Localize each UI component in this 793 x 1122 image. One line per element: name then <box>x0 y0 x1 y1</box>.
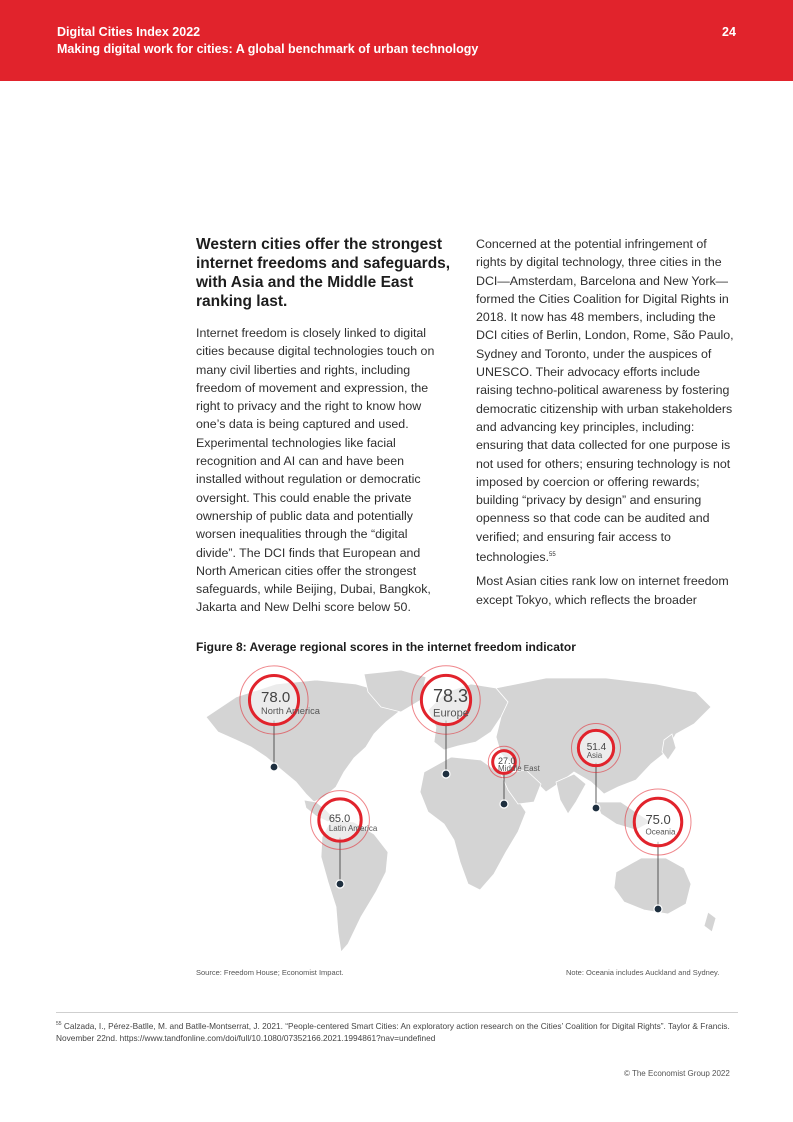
region-name-label: Oceania <box>645 827 676 837</box>
city-marker <box>500 800 508 808</box>
footnote-number: 55 <box>56 1021 62 1027</box>
footnote <box>56 1018 736 1045</box>
page-number: 24 <box>722 25 736 39</box>
city-marker <box>442 770 450 778</box>
city-marker <box>270 763 278 771</box>
score-value-label: 78.3 <box>433 686 469 706</box>
region-name-label: Asia <box>586 751 603 760</box>
score-value-label: 65.0 <box>328 813 351 825</box>
report-title: Digital Cities Index 2022 <box>57 25 201 39</box>
city-marker <box>592 804 600 812</box>
score-value-label: 78.0 <box>261 689 291 706</box>
footnote-divider <box>56 1012 738 1013</box>
city-marker <box>654 905 662 913</box>
footnote-text: Calzada, I., Pérez-Batlle, M. and Batlle-Montserrat, J. 2021. “People-centered Smart Cities: An exploratory action research on the Cities’ Coalition for Digital Rights”. Taylor & Francis. November 22nd. https://www.tandfonline.com/doi/full/10.1080/07352166.2021.1994861?nav=undefined <box>56 1020 730 1044</box>
region-name-label: Latin America <box>328 823 378 833</box>
report-subtitle: Making digital work for cities: A global benchmark of urban technology <box>57 42 479 56</box>
region-name-label: Europe <box>433 707 469 720</box>
score-value-label: 27.0 <box>498 756 516 766</box>
right-column <box>476 235 738 615</box>
north-america-land <box>206 680 401 802</box>
figure-note: Note: Oceania includes Auckland and Sydney. <box>566 968 720 977</box>
city-marker <box>336 880 344 888</box>
figure-source: Source: Freedom House; Economist Impact. <box>196 968 344 977</box>
header-banner <box>0 0 793 81</box>
australia-land <box>614 858 691 914</box>
new-zealand-land <box>704 912 716 932</box>
score-value-label: 75.0 <box>645 812 671 827</box>
score-value-label: 51.4 <box>586 742 607 753</box>
india-land <box>556 774 586 814</box>
copyright: © The Economist Group 2022 <box>624 1069 730 1078</box>
right-paragraph-1: Concerned at the potential infringement of rights by digital technology, three cities in the DCI—Amsterdam, Barcelona and New York—formed the Cities Coalition for Digital Rights in 2018. It now has 48 members, including the DCI cities of Berlin, London, Rome, São Paulo, Sydney and Toronto, under the auspices of UNESCO. Their advocacy efforts include raising techno-political awareness by fostering democratic citizenship with urban stakeholders and advancing key principles, including: ensuring that data collected for one purpose is not used for others; ensuring technology is not imposed by coercion or offering rewards; building “privacy by design” and ensuring openness so that code can be audited and verified; and ensuring fair access to technologies.$^{55}$ <box>476 237 734 565</box>
right-paragraph-2: Most Asian cities rank low on internet freedom except Tokyo, which reflects the broader <box>476 574 729 607</box>
footnote-ref[interactable]: 55 <box>549 552 556 559</box>
section-heading: Western cities offer the strongest internet freedoms and safeguards, with Asia and the Middle East ranking last. <box>196 236 451 310</box>
figure-title: Figure 8: Average regional scores in the internet freedom indicator <box>196 640 576 654</box>
region-name-label: Middle East <box>498 764 540 774</box>
left-paragraph: Internet freedom is closely linked to digital cities because digital technologies touch on many civil liberties and rights, including freedom of movement and expression, the right to privacy and the right to know how one’s data is being captured and used. Experimental technologies like facial recognition and AI can and have been installed without regulation or democratic oversight. This could enable the private ownership of public data and potentially worsen inequalities through the “digital divide”. The DCI finds that European and North American cities offer the strongest safeguards, while Beijing, Dubai, Bangkok, Jakarta and New Delhi score below 50. <box>196 326 435 615</box>
region-name-label: North America <box>261 706 320 716</box>
world-map-chart <box>196 662 738 962</box>
